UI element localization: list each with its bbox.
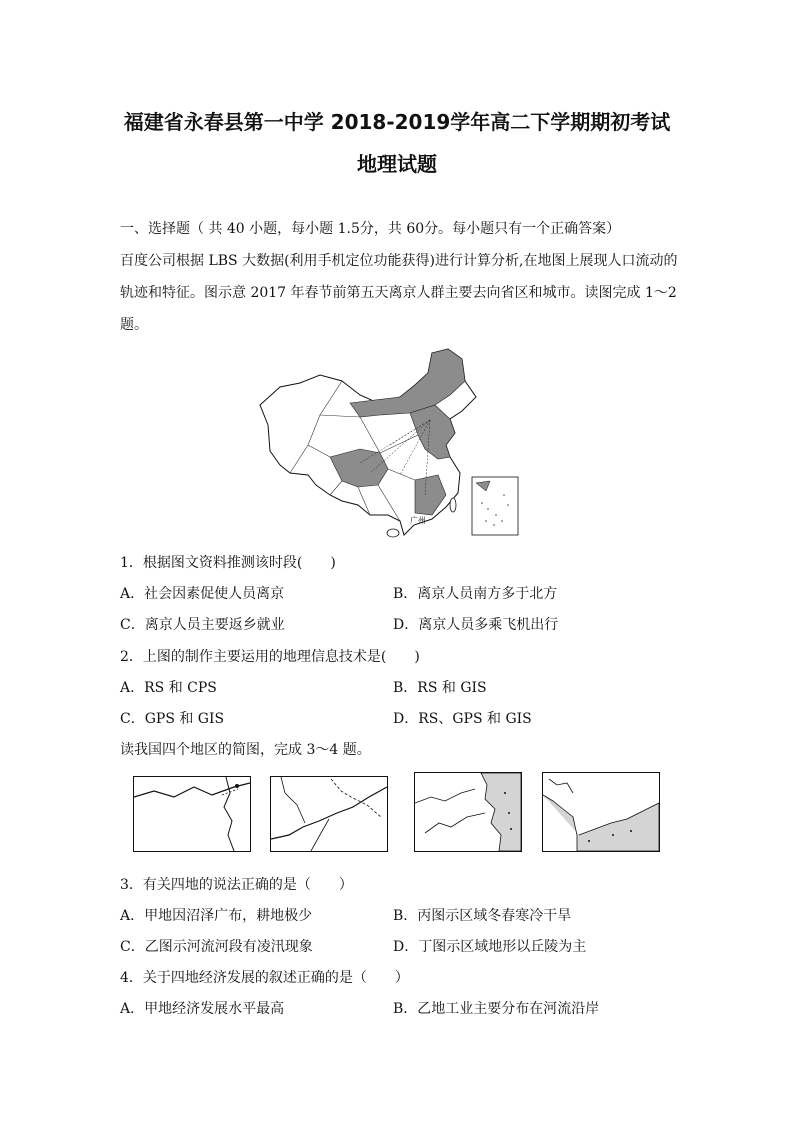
intro-2: 读我国四个地区的简图，完成 3～4 题。 [120, 742, 371, 758]
map-panel-bing [414, 772, 522, 852]
guangzhou-label: 广州 [410, 516, 426, 525]
question-3-option-c: C．乙图示河流河段有凌汛现象 [120, 939, 313, 955]
intro-line-1: 百度公司根据 LBS 大数据(利用手机定位功能获得)进行计算分析,在地图上展现人口流动的 [120, 253, 678, 269]
question-4-option-a: A．甲地经济发展水平最高 [120, 1001, 285, 1017]
hainan-island [387, 529, 399, 537]
intro-line-2: 轨迹和特征。图示意 2017 年春节前第五天离京人群主要去向省区和城市。读图完成 1～2 [120, 285, 677, 301]
intro-line-3: 题。 [120, 317, 148, 333]
section-heading: 一、选择题（ 共 40 小题，每小题 1.5分，共 60分。每小题只有一个正确答案） [120, 221, 621, 237]
question-3-stem: 3．有关四地的说法正确的是（ ） [120, 877, 353, 893]
taiwan-island [450, 498, 456, 512]
paper-title: 福建省永春县第一中学 2018-2019学年高二下学期期初考试 [123, 110, 671, 134]
question-2-option-b: B．RS 和 GIS [393, 680, 487, 696]
question-2-option-d: D．RS、GPS 和 GIS [393, 711, 532, 727]
china-population-flow-map [250, 345, 530, 540]
question-2-option-a: A．RS 和 CPS [120, 680, 217, 696]
south-china-sea-inset [472, 477, 518, 535]
question-2-stem: 2．上图的制作主要运用的地理信息技术是( ) [120, 649, 420, 665]
question-3-option-d: D．丁图示区域地形以丘陵为主 [393, 939, 587, 955]
question-3-option-b: B．丙图示区域冬春寒冷干旱 [393, 908, 572, 924]
question-1-option-d: D．离京人员多乘飞机出行 [393, 617, 559, 633]
question-1-stem: 1．根据图文资料推测该时段( ) [120, 555, 336, 571]
paper-subtitle: 地理试题 [357, 152, 437, 176]
question-1-option-c: C．离京人员主要返乡就业 [120, 617, 285, 633]
question-1-option-a: A．社会因素促使人员离京 [120, 586, 285, 602]
map-panel-ding [542, 772, 660, 852]
map-panel-jia [133, 776, 251, 852]
map-panel-yi [270, 776, 388, 852]
question-3-option-a: A．甲地因沼泽广布，耕地极少 [120, 908, 313, 924]
question-4-stem: 4．关于四地经济发展的叙述正确的是（ ） [120, 970, 409, 986]
question-1-option-b: B．离京人员南方多于北方 [393, 586, 558, 602]
question-4-option-b: B．乙地工业主要分布在河流沿岸 [393, 1001, 600, 1017]
question-2-option-c: C．GPS 和 GIS [120, 711, 225, 727]
